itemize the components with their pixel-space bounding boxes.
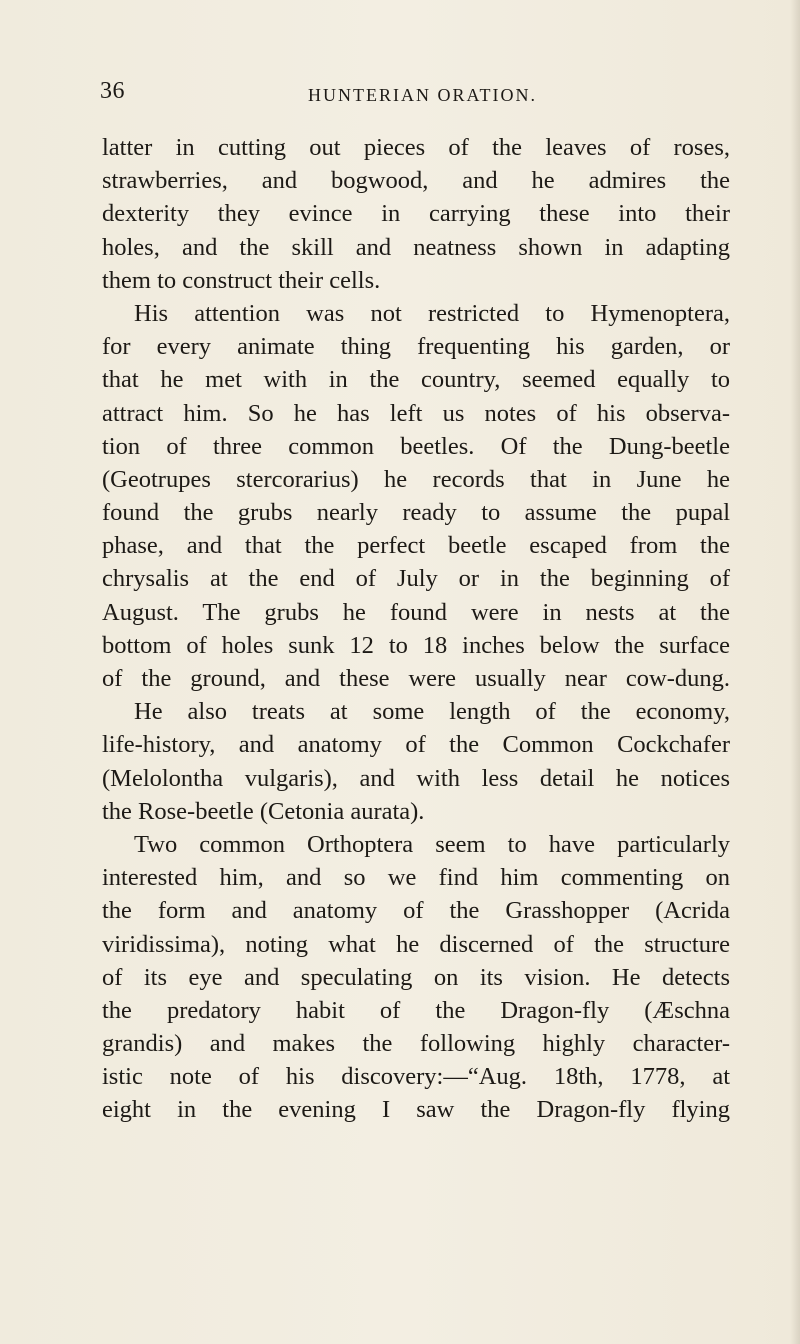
text-line: chrysalis at the end of July or in the beginning of <box>102 565 730 593</box>
text-line: interested him, and so we find him commenting on <box>102 864 730 892</box>
text-line: August. The grubs he found were in nests at the <box>102 598 730 626</box>
text-line: that he met with in the country, seemed equally to <box>102 366 730 394</box>
text-line: attract him. So he has left us notes of his observa- <box>102 399 730 427</box>
body-text <box>102 131 730 1127</box>
text-line: the Rose-beetle (Cetonia aurata). <box>102 797 425 825</box>
page-edge-shadow <box>790 0 800 1344</box>
text-line: strawberries, and bogwood, and he admires the <box>102 167 730 195</box>
text-line: found the grubs nearly ready to assume the pupal <box>102 499 730 527</box>
text-line: eight in the evening I saw the Dragon-fly flying <box>102 1096 730 1124</box>
text-line: the predatory habit of the Dragon-fly (Æschna <box>102 996 730 1024</box>
text-line: the form and anatomy of the Grasshopper (Acrida <box>102 897 730 925</box>
text-line: He also treats at some length of the economy, <box>134 698 730 726</box>
text-line: dexterity they evince in carrying these into their <box>102 200 730 228</box>
text-line: of its eye and speculating on its vision. He detects <box>102 963 730 991</box>
text-line: viridissima), noting what he discerned of the structure <box>102 930 730 958</box>
text-line: Two common Orthoptera seem to have particularly <box>134 830 730 858</box>
text-line: life-history, and anatomy of the Common Cockchafer <box>102 731 730 759</box>
page-number: 36 <box>100 78 125 104</box>
text-line: bottom of holes sunk 12 to 18 inches below the surface <box>102 631 730 659</box>
text-line: istic note of his discovery:—“Aug. 18th, 1778, at <box>102 1063 730 1091</box>
text-line: them to construct their cells. <box>102 266 381 294</box>
text-line: (Melolontha vulgaris), and with less detail he notices <box>102 764 730 792</box>
text-line: holes, and the skill and neatness shown in adapting <box>102 233 730 261</box>
text-line: tion of three common beetles. Of the Dung-beetle <box>102 432 730 460</box>
text-line: His attention was not restricted to Hymenoptera, <box>134 299 730 327</box>
text-line: of the ground, and these were usually near cow-dung. <box>102 665 730 692</box>
text-line: latter in cutting out pieces of the leaves of roses, <box>102 134 730 161</box>
text-line: (Geotrupes stercorarius) he records that in June he <box>102 465 730 493</box>
running-head <box>100 78 740 118</box>
text-line: for every animate thing frequenting his garden, or <box>102 333 730 361</box>
text-line: grandis) and makes the following highly character- <box>102 1030 730 1058</box>
text-line: phase, and that the perfect beetle escaped from the <box>102 532 730 560</box>
running-title: HUNTERIAN ORATION. <box>308 85 537 105</box>
